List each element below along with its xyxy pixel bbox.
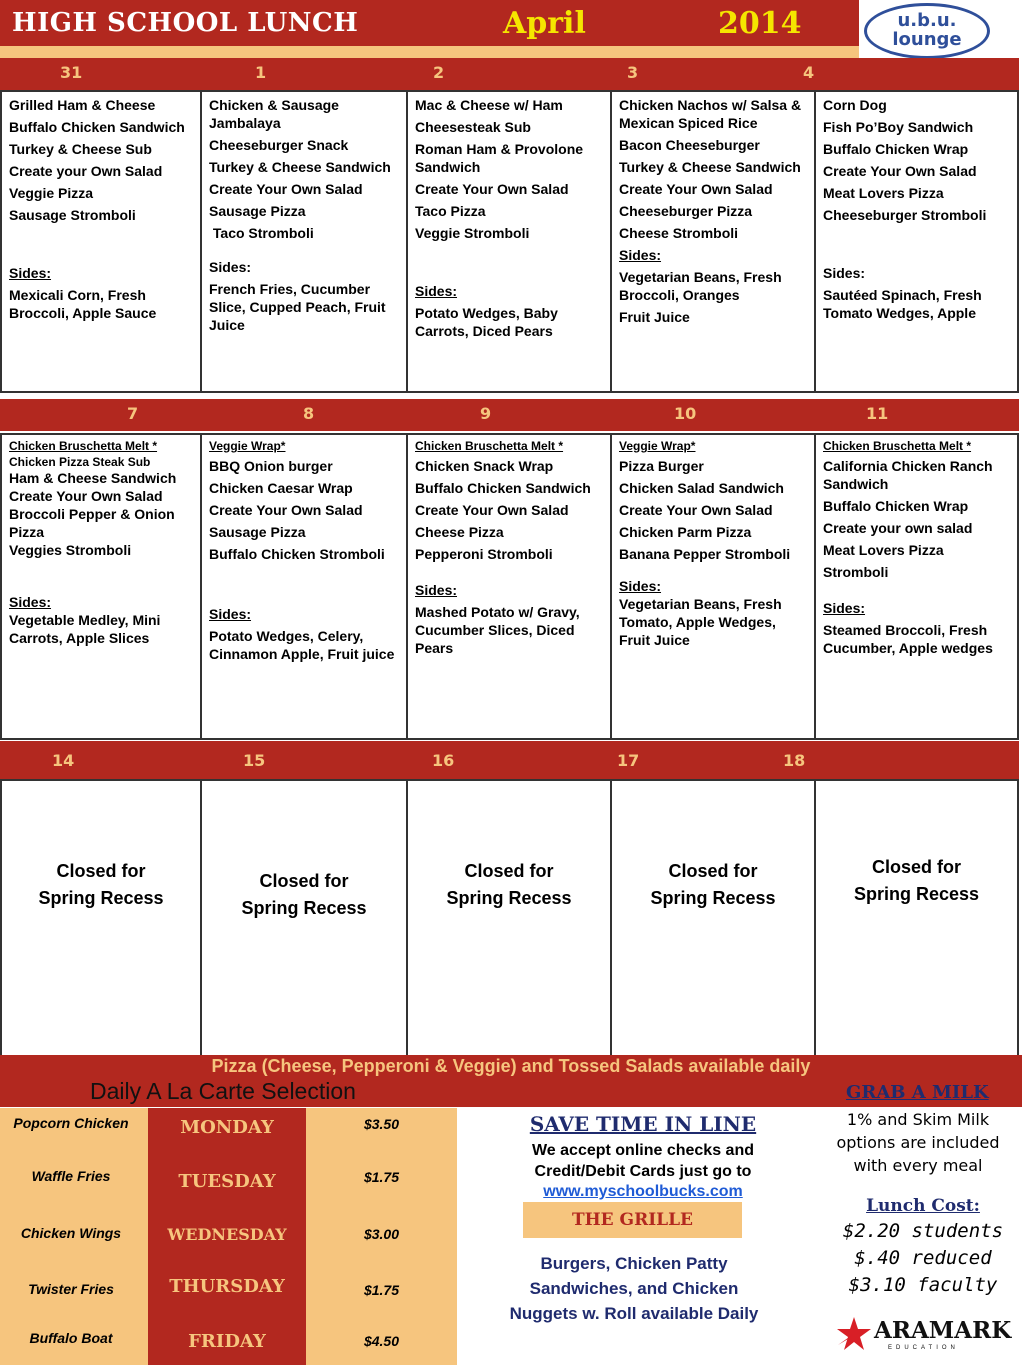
alacarte-price-column bbox=[306, 1108, 457, 1365]
menu-item: Grilled Ham & Cheese bbox=[9, 97, 156, 113]
aramark-sub: EDUCATION bbox=[888, 1345, 959, 1351]
lunch-cost-title: Lunch Cost: bbox=[866, 1196, 980, 1216]
menu-item: Buffalo Chicken Sandwich bbox=[9, 119, 185, 135]
alacarte-food: Twister Fries bbox=[28, 1281, 114, 1297]
menu-item: Chicken Pizza Steak Sub bbox=[9, 455, 151, 469]
week-1-day-bar bbox=[0, 58, 1019, 90]
closed-line: Spring Recess bbox=[650, 888, 776, 908]
day-number: 9 bbox=[480, 404, 492, 423]
day-number: 18 bbox=[783, 751, 806, 770]
alacarte-day: FRIDAY bbox=[188, 1331, 266, 1352]
day-number: 8 bbox=[303, 404, 315, 423]
menu-item: Veggie Stromboli bbox=[415, 225, 530, 241]
menu-item: Create Your Own Salad bbox=[619, 181, 773, 197]
day-number: 1 bbox=[255, 63, 267, 82]
menu-item: Fish Po’Boy Sandwich bbox=[823, 119, 974, 135]
sides-text: Vegetable Medley, Mini Carrots, Apple Slices bbox=[9, 612, 161, 646]
featured-item: Veggie Wrap* bbox=[619, 439, 696, 453]
menu-cell bbox=[202, 435, 408, 738]
month-label: April bbox=[503, 6, 586, 41]
sides-label: Sides: bbox=[823, 600, 866, 616]
ubu-lounge-logo bbox=[859, 0, 1024, 66]
menu-cell-closed bbox=[408, 781, 612, 1057]
header-stripe bbox=[0, 46, 860, 58]
menu-item: Cheeseburger Snack bbox=[209, 137, 349, 153]
menu-item: Chicken & Sausage Jambalaya bbox=[209, 97, 339, 131]
menu-item: Cheesesteak Sub bbox=[415, 119, 531, 135]
menu-cell bbox=[0, 435, 202, 738]
menu-item: Turkey & Cheese Sandwich bbox=[619, 159, 801, 175]
closed-notice bbox=[408, 858, 610, 912]
alacarte-price: $3.00 bbox=[363, 1226, 400, 1242]
daily-note: Pizza (Cheese, Pepperoni & Veggie) and Tossed Salads available daily bbox=[211, 1056, 811, 1076]
sides-label: Sides: bbox=[415, 582, 458, 598]
day-number: 11 bbox=[866, 404, 889, 423]
menu-item: Turkey & Cheese Sandwich bbox=[209, 159, 391, 175]
menu-cell-closed bbox=[0, 781, 202, 1057]
day-number: 15 bbox=[243, 751, 266, 770]
menu-item: Sausage Stromboli bbox=[9, 207, 136, 223]
menu-item: Buffalo Chicken Sandwich bbox=[415, 480, 591, 496]
sides-label: Sides: bbox=[415, 283, 458, 299]
day-number: 2 bbox=[433, 63, 445, 82]
lunch-cost-line: $2.20 students bbox=[842, 1220, 1004, 1242]
closed-line: Spring Recess bbox=[241, 898, 367, 918]
menu-item: Create Your Own Salad bbox=[9, 488, 163, 504]
menu-item: Meat Lovers Pizza bbox=[823, 542, 944, 558]
menu-cell bbox=[408, 435, 612, 738]
alacarte-price: $1.75 bbox=[363, 1169, 400, 1185]
menu-item: Cheeseburger Stromboli bbox=[823, 207, 987, 223]
sides-label: Sides: bbox=[209, 259, 252, 275]
closed-line: Spring Recess bbox=[38, 888, 164, 908]
sides-text: Potato Wedges, Baby Carrots, Diced Pears bbox=[415, 305, 558, 339]
featured-item: Chicken Bruschetta Melt * bbox=[415, 439, 564, 453]
alacarte-price: $1.75 bbox=[363, 1282, 400, 1298]
menu-item: Create Your Own Salad bbox=[415, 502, 569, 518]
closed-notice bbox=[816, 854, 1017, 908]
menu-item: Create Your Own Salad bbox=[619, 502, 773, 518]
sides-label: Sides: bbox=[823, 265, 866, 281]
menu-item: Taco Pizza bbox=[415, 203, 486, 219]
day-number: 31 bbox=[60, 63, 83, 82]
aramark-logo bbox=[834, 1313, 1019, 1357]
menu-item: Bacon Cheeseburger bbox=[619, 137, 760, 153]
menu-item: Chicken Snack Wrap bbox=[415, 458, 554, 474]
closed-line: Spring Recess bbox=[446, 888, 572, 908]
menu-cell-closed bbox=[202, 781, 408, 1057]
alacarte-title: Daily A La Carte Selection bbox=[90, 1078, 356, 1104]
sides-text: Potato Wedges, Celery, Cinnamon Apple, Fruit juice bbox=[209, 628, 395, 662]
menu-item: Mac & Cheese w/ Ham bbox=[415, 97, 563, 113]
lunch-cost-line: $.40 reduced bbox=[854, 1247, 992, 1269]
closed-notice bbox=[2, 858, 200, 912]
menu-item: Cheese Stromboli bbox=[619, 225, 739, 241]
menu-item: Roman Ham & Provolone Sandwich bbox=[415, 141, 584, 175]
featured-item: Veggie Wrap* bbox=[209, 439, 286, 453]
menu-item: Sausage Pizza bbox=[209, 524, 306, 540]
menu-cell bbox=[816, 435, 1019, 738]
sides-extra: Fruit Juice bbox=[619, 309, 690, 325]
menu-cell bbox=[612, 435, 816, 738]
menu-item: Ham & Cheese Sandwich bbox=[9, 470, 177, 486]
sides-label: Sides: bbox=[209, 606, 252, 622]
menu-item: Create your own salad bbox=[823, 520, 973, 536]
menu-item: Cheese Pizza bbox=[415, 524, 504, 540]
logo-text-bottom: lounge bbox=[892, 29, 962, 50]
myschoolbucks-link[interactable]: www.myschoolbucks.com bbox=[543, 1183, 743, 1200]
alacarte-day: MONDAY bbox=[180, 1117, 274, 1138]
alacarte-food-column bbox=[0, 1108, 148, 1365]
menu-item: Create your Own Salad bbox=[9, 163, 163, 179]
day-number: 17 bbox=[617, 751, 640, 770]
menu-item: Veggies Stromboli bbox=[9, 542, 132, 558]
menu-item: Create Your Own Salad bbox=[209, 181, 363, 197]
logo-text-top: u.b.u. bbox=[897, 10, 957, 31]
menu-item: Chicken Nachos w/ Salsa & Mexican Spiced Rice bbox=[619, 97, 802, 131]
menu-cell-closed bbox=[612, 781, 816, 1057]
menu-item: California Chicken Ranch Sandwich bbox=[823, 458, 993, 492]
menu-cell bbox=[408, 92, 612, 391]
alacarte-food: Buffalo Boat bbox=[29, 1330, 113, 1346]
alacarte-price: $4.50 bbox=[363, 1333, 400, 1349]
sides-text: Sautéed Spinach, Fresh Tomato Wedges, Apple bbox=[823, 287, 982, 321]
sides-label: Sides: bbox=[9, 594, 52, 610]
closed-notice bbox=[202, 868, 406, 922]
alacarte-day: THURSDAY bbox=[169, 1276, 285, 1297]
day-number: 4 bbox=[803, 63, 815, 82]
alacarte-food: Waffle Fries bbox=[31, 1168, 111, 1184]
alacarte-day-column bbox=[148, 1108, 306, 1365]
alacarte-price: $3.50 bbox=[363, 1116, 400, 1132]
menu-item: Broccoli Pepper & Onion Pizza bbox=[9, 506, 175, 540]
closed-line: Spring Recess bbox=[853, 884, 980, 904]
menu-item: Cheeseburger Pizza bbox=[619, 203, 753, 219]
menu-item: Taco Stromboli bbox=[209, 225, 314, 241]
menu-item: Turkey & Cheese Sub bbox=[9, 141, 152, 157]
featured-item: Chicken Bruschetta Melt * bbox=[9, 439, 158, 453]
page-title: HIGH SCHOOL LUNCH bbox=[12, 8, 359, 38]
lunch-cost-line: $3.10 faculty bbox=[848, 1274, 998, 1296]
menu-cell bbox=[612, 92, 816, 391]
menu-cell bbox=[202, 92, 408, 391]
closed-line: Closed for bbox=[871, 857, 961, 877]
closed-line: Closed for bbox=[668, 861, 758, 881]
sides-text: French Fries, Cucumber Slice, Cupped Peach, Fruit Juice bbox=[209, 281, 386, 333]
alacarte-food: Popcorn Chicken bbox=[13, 1115, 129, 1131]
week-3-grid bbox=[0, 779, 1019, 1057]
week-3-day-bar bbox=[0, 741, 1019, 779]
year-label: 2014 bbox=[718, 6, 802, 41]
day-number: 3 bbox=[627, 63, 639, 82]
week-2-grid bbox=[0, 433, 1019, 740]
aramark-star-icon bbox=[834, 1315, 874, 1353]
menu-item: Sausage Pizza bbox=[209, 203, 306, 219]
closed-line: Closed for bbox=[464, 861, 554, 881]
menu-item: Chicken Parm Pizza bbox=[619, 524, 752, 540]
sides-text: Mashed Potato w/ Gravy, Cucumber Slices, Diced Pears bbox=[415, 604, 580, 656]
sides-text: Vegetarian Beans, Fresh Tomato, Apple Wedges, Fruit Juice bbox=[619, 596, 782, 648]
grille-text: Burgers, Chicken Patty Sandwiches, and Chicken Nuggets w. Roll available Daily bbox=[509, 1254, 759, 1323]
menu-item: Banana Pepper Stromboli bbox=[619, 546, 791, 562]
week-1-grid bbox=[0, 90, 1019, 393]
day-number: 14 bbox=[52, 751, 75, 770]
sides-label: Sides: bbox=[619, 247, 662, 263]
closed-line: Closed for bbox=[259, 871, 349, 891]
menu-item: BBQ Onion burger bbox=[209, 458, 333, 474]
sides-text: Vegetarian Beans, Fresh Broccoli, Oranges bbox=[619, 269, 782, 303]
menu-item: Chicken Caesar Wrap bbox=[209, 480, 353, 496]
day-number: 16 bbox=[432, 751, 455, 770]
sides-label: Sides: bbox=[619, 578, 662, 594]
grab-milk-text: 1% and Skim Milk options are included with every meal bbox=[836, 1110, 1000, 1175]
menu-item: Buffalo Chicken Stromboli bbox=[209, 546, 385, 562]
menu-item: Chicken Salad Sandwich bbox=[619, 480, 784, 496]
featured-item: Chicken Bruschetta Melt * bbox=[823, 439, 972, 453]
grille-title: THE GRILLE bbox=[523, 1202, 742, 1238]
day-number: 7 bbox=[127, 404, 139, 423]
menu-cell-closed bbox=[816, 781, 1019, 1057]
menu-cell bbox=[0, 92, 202, 391]
menu-item: Pepperoni Stromboli bbox=[415, 546, 553, 562]
alacarte-day: TUESDAY bbox=[178, 1171, 276, 1192]
menu-item: Create Your Own Salad bbox=[209, 502, 363, 518]
menu-item: Create Your Own Salad bbox=[823, 163, 977, 179]
menu-item: Meat Lovers Pizza bbox=[823, 185, 944, 201]
menu-item: Stromboli bbox=[823, 564, 889, 580]
sides-label: Sides: bbox=[9, 265, 52, 281]
closed-notice bbox=[612, 858, 814, 912]
grab-milk-title: GRAB A MILK bbox=[846, 1082, 989, 1103]
menu-item: Corn Dog bbox=[823, 97, 887, 113]
logo-oval bbox=[864, 3, 990, 59]
alacarte-day: WEDNESDAY bbox=[167, 1225, 287, 1244]
day-number: 10 bbox=[674, 404, 697, 423]
menu-item: Buffalo Chicken Wrap bbox=[823, 498, 969, 514]
menu-item: Veggie Pizza bbox=[9, 185, 94, 201]
closed-line: Closed for bbox=[56, 861, 146, 881]
save-time-title: SAVE TIME IN LINE bbox=[529, 1112, 757, 1136]
aramark-name: ARAMARK bbox=[874, 1317, 1012, 1344]
menu-cell bbox=[816, 92, 1019, 391]
menu-item: Create Your Own Salad bbox=[415, 181, 569, 197]
save-time-text: We accept online checks and Credit/Debit Cards just go to bbox=[531, 1142, 754, 1180]
sides-text: Mexicali Corn, Fresh Broccoli, Apple Sauce bbox=[9, 287, 157, 321]
sides-text: Steamed Broccoli, Fresh Cucumber, Apple wedges bbox=[823, 622, 993, 656]
menu-item: Buffalo Chicken Wrap bbox=[823, 141, 969, 157]
menu-item: Pizza Burger bbox=[619, 458, 704, 474]
week-2-day-bar bbox=[0, 399, 1019, 431]
alacarte-food: Chicken Wings bbox=[20, 1225, 122, 1241]
